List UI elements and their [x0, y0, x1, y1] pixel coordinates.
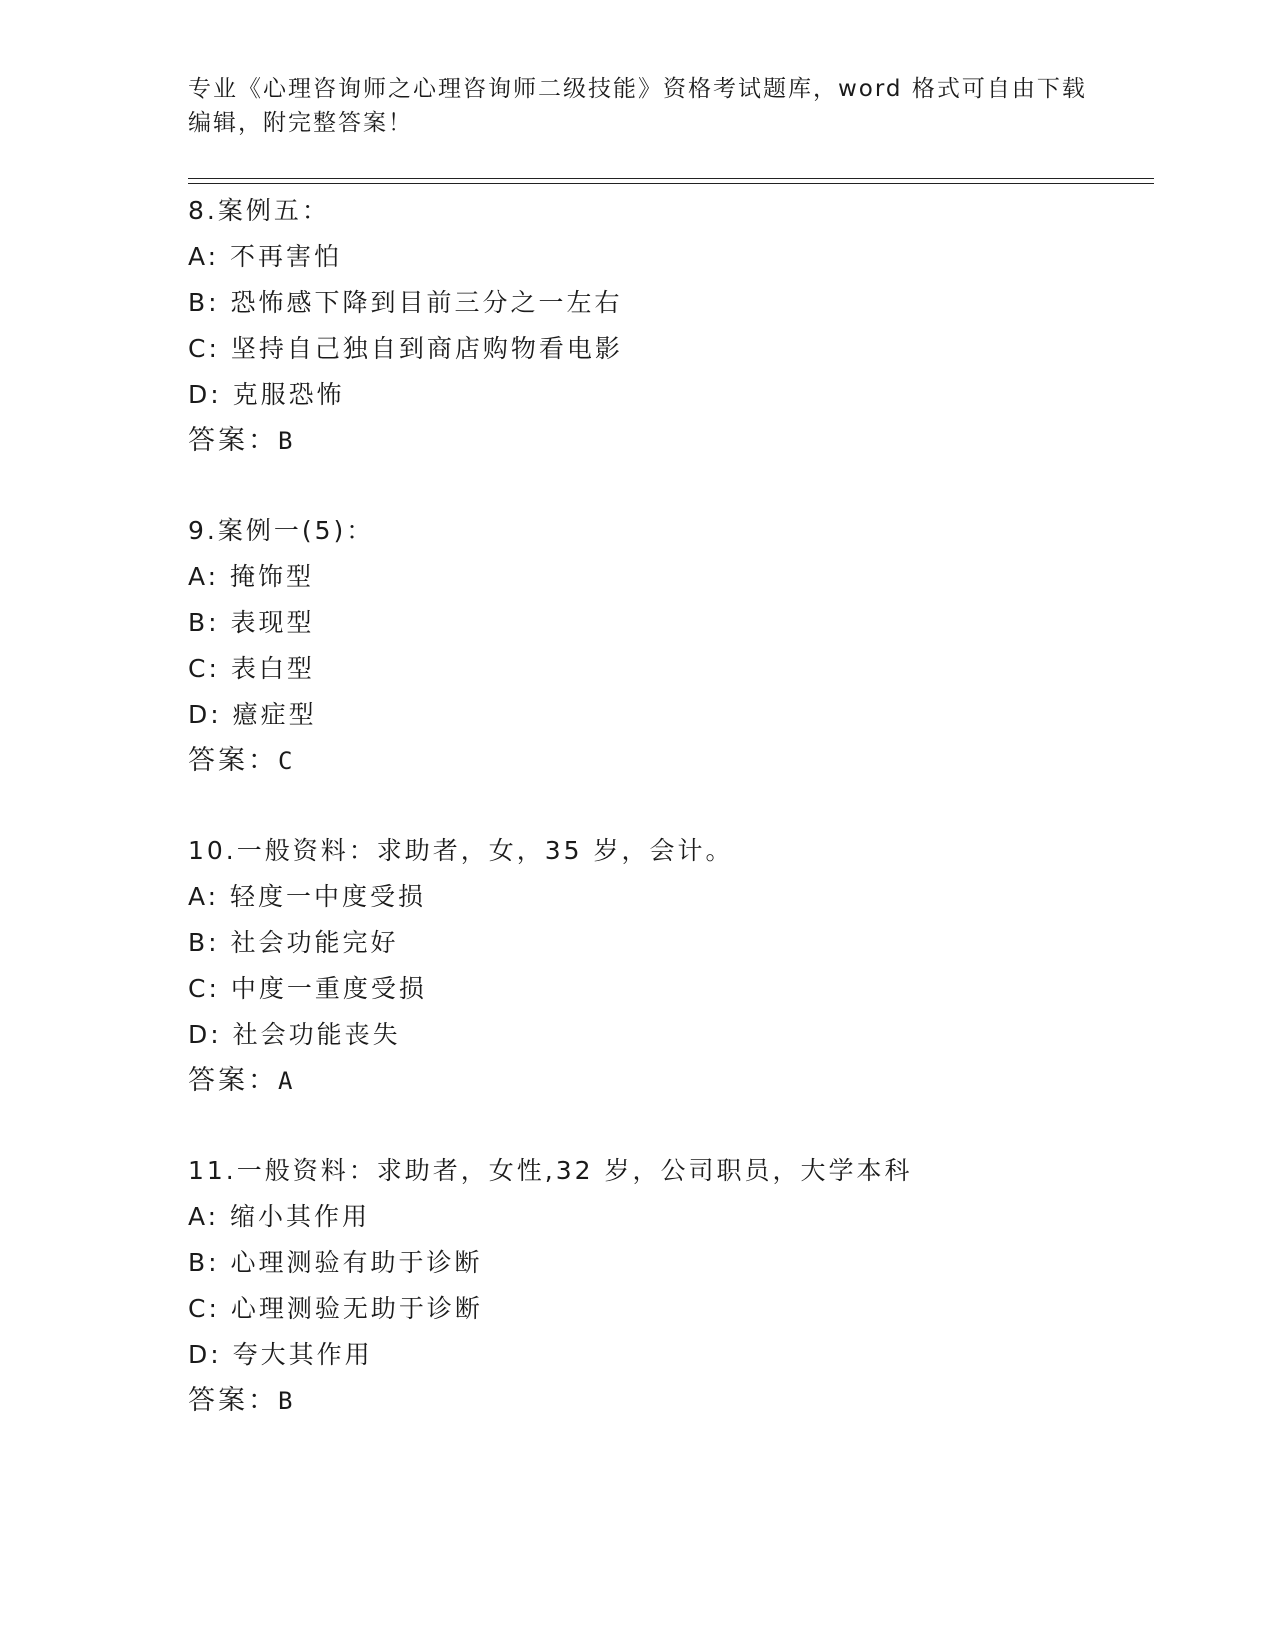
answer-value: A	[278, 1067, 296, 1095]
option-c: C: 心理测验无助于诊断	[188, 1294, 483, 1323]
option-a: A: 不再害怕	[188, 242, 343, 271]
answer	[188, 738, 1188, 784]
option-b: B: 恐怖感下降到目前三分之一左右	[188, 288, 623, 317]
option-b: B: 心理测验有助于诊断	[188, 1248, 483, 1277]
document-header	[188, 72, 1088, 140]
answer-label: 答案：	[188, 1065, 278, 1096]
option-d: D: 癔症型	[188, 700, 317, 729]
answer-value: B	[278, 1387, 296, 1415]
option-c: C: 坚持自己独自到商店购物看电影	[188, 334, 623, 363]
answer-value: B	[278, 427, 296, 455]
option-c: C: 中度一重度受损	[188, 974, 427, 1003]
question-11	[188, 1148, 1188, 1424]
answer-label: 答案：	[188, 1385, 278, 1416]
answer	[188, 1378, 1188, 1424]
question-stem: 11.一般资料：求助者，女性,32 岁，公司职员，大学本科	[188, 1156, 913, 1185]
answer	[188, 1058, 1188, 1104]
option-a: A: 缩小其作用	[188, 1202, 371, 1231]
option-c: C: 表白型	[188, 654, 315, 683]
header-divider-top	[188, 178, 1154, 179]
header-line-2: 编辑，附完整答案！	[188, 110, 413, 136]
question-8	[188, 188, 1188, 464]
option-a: A: 轻度一中度受损	[188, 882, 427, 911]
option-d: D: 夸大其作用	[188, 1340, 373, 1369]
answer-label: 答案：	[188, 425, 278, 456]
answer	[188, 418, 1188, 464]
answer-label: 答案：	[188, 745, 278, 776]
question-stem: 8.案例五：	[188, 196, 330, 225]
answer-value: C	[278, 747, 296, 775]
option-a: A: 掩饰型	[188, 562, 315, 591]
header-line-1: 专业《心理咨询师之心理咨询师二级技能》资格考试题库，word 格式可自由下载	[188, 76, 1087, 102]
option-b: B: 表现型	[188, 608, 315, 637]
option-d: D: 克服恐怖	[188, 380, 345, 409]
header-divider-bottom	[188, 183, 1154, 184]
question-10	[188, 828, 1188, 1104]
question-stem: 10.一般资料：求助者，女，35 岁，会计。	[188, 836, 734, 865]
option-d: D: 社会功能丧失	[188, 1020, 401, 1049]
option-b: B: 社会功能完好	[188, 928, 399, 957]
question-stem: 9.案例一(5)：	[188, 516, 375, 545]
question-9	[188, 508, 1188, 784]
